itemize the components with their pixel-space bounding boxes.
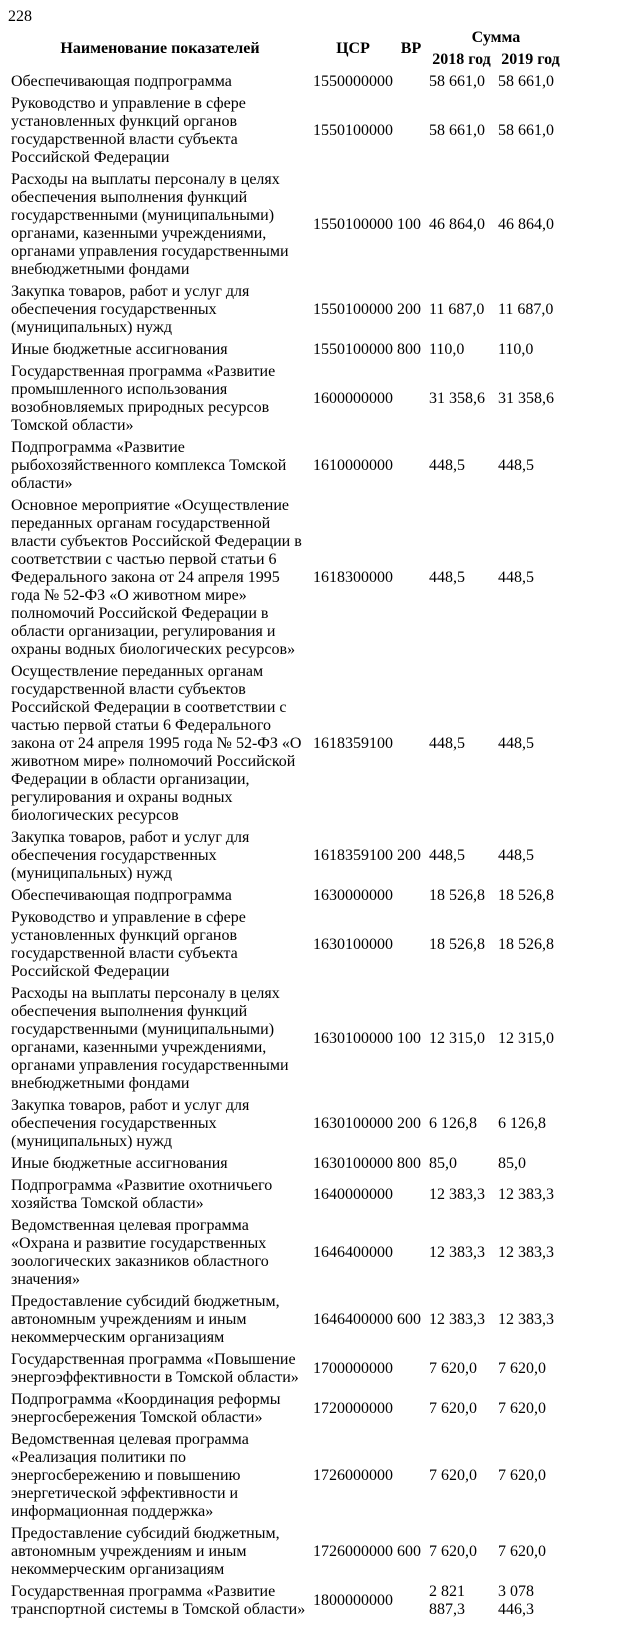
cell-name: Закупка товаров, работ и услуг для обеспечения государственных (муниципальных) нужд xyxy=(11,283,250,336)
cell-csr: 1800000000 xyxy=(313,1592,393,1609)
table-header-row xyxy=(10,28,564,48)
cell-2019: 7 620,0 xyxy=(498,1400,546,1417)
cell-name: Государственная программа «Развитие транспортной системы в Томской области» xyxy=(11,1583,306,1618)
cell-2018: 18 526,8 xyxy=(429,887,485,904)
budget-table xyxy=(8,26,566,1622)
cell-name: Обеспечивающая подпрограмма xyxy=(11,887,232,904)
table-row xyxy=(10,170,564,280)
table-row xyxy=(10,1430,564,1522)
table-row xyxy=(10,886,564,906)
cell-vr xyxy=(396,1390,426,1428)
table-row xyxy=(10,1292,564,1348)
cell-vr xyxy=(396,886,426,906)
cell-2018: 7 620,0 xyxy=(429,1543,477,1560)
cell-2019: 448,5 xyxy=(498,457,534,474)
cell-2018: 7 620,0 xyxy=(429,1360,477,1377)
table-row xyxy=(10,496,564,660)
cell-2018: 18 526,8 xyxy=(429,936,485,953)
cell-csr: 1550100000 xyxy=(313,122,393,139)
cell-vr xyxy=(396,94,426,168)
table-row xyxy=(10,438,564,494)
cell-vr xyxy=(396,1176,426,1214)
cell-vr: 600 xyxy=(397,1543,421,1560)
cell-name: Подпрограмма «Развитие охотничьего хозяйства Томской области» xyxy=(11,1177,273,1212)
cell-csr: 1630100000 xyxy=(313,1030,393,1047)
cell-vr xyxy=(396,662,426,826)
cell-2019: 7 620,0 xyxy=(498,1543,546,1560)
cell-csr: 1618300000 xyxy=(313,569,393,586)
cell-vr xyxy=(396,438,426,494)
cell-2019: 12 315,0 xyxy=(498,1030,554,1047)
cell-csr: 1550100000 xyxy=(313,341,393,358)
cell-2019: 11 687,0 xyxy=(498,301,554,318)
cell-2018: 12 315,0 xyxy=(429,1030,485,1047)
table-row xyxy=(10,662,564,826)
cell-vr: 100 xyxy=(397,216,421,233)
cell-csr: 1646400000 xyxy=(313,1244,393,1261)
header-year-2018: 2018 год xyxy=(432,51,491,68)
cell-2019: 448,5 xyxy=(498,735,534,752)
cell-csr: 1630100000 xyxy=(313,936,393,953)
cell-csr: 1726000000 xyxy=(313,1467,393,1484)
table-row xyxy=(10,362,564,436)
cell-name: Осуществление переданных органам государственной власти субъектов Российской Федерации в соответствии с частью первой статьи 6 Федерального закона от 24 апреля 1995 года № 52-ФЗ «О животном мире» полномочий Российской Федерации в области организации, регулирования и охраны водных биологических ресурсов xyxy=(11,663,302,824)
cell-2019: 58 661,0 xyxy=(498,73,554,90)
cell-2019: 7 620,0 xyxy=(498,1360,546,1377)
cell-name: Предоставление субсидий бюджетным, автономным учреждениям и иным некоммерческим организациям xyxy=(11,1525,280,1578)
cell-2019: 6 126,8 xyxy=(498,1115,546,1132)
cell-2018: 110,0 xyxy=(429,341,465,358)
cell-name: Руководство и управление в сфере установленных функций органов государственной власти субъекта Российской Федерации xyxy=(11,909,246,980)
cell-vr xyxy=(396,1582,426,1620)
cell-csr: 1550100000 xyxy=(313,301,393,318)
table-row xyxy=(10,340,564,360)
cell-csr: 1550100000 xyxy=(313,216,393,233)
cell-name: Руководство и управление в сфере установленных функций органов государственной власти субъекта Российской Федерации xyxy=(11,95,246,166)
cell-2018: 12 383,3 xyxy=(429,1311,485,1328)
cell-2018: 2 821 887,3 xyxy=(429,1583,465,1618)
cell-2019: 18 526,8 xyxy=(498,936,554,953)
table-row xyxy=(10,1154,564,1174)
header-vr: ВР xyxy=(400,40,422,57)
cell-2019: 12 383,3 xyxy=(498,1311,554,1328)
cell-csr: 1646400000 xyxy=(313,1311,393,1328)
cell-name: Предоставление субсидий бюджетным, автономным учреждениям и иным некоммерческим организациям xyxy=(11,1293,280,1346)
cell-name: Закупка товаров, работ и услуг для обеспечения государственных (муниципальных) нужд xyxy=(11,1097,250,1150)
cell-2018: 448,5 xyxy=(429,735,465,752)
cell-2018: 12 383,3 xyxy=(429,1186,485,1203)
document-page xyxy=(8,8,632,1622)
cell-csr: 1550000000 xyxy=(313,73,393,90)
cell-2018: 448,5 xyxy=(429,457,465,474)
cell-2019: 7 620,0 xyxy=(498,1467,546,1484)
cell-vr xyxy=(396,1350,426,1388)
cell-name: Ведомственная целевая программа «Реализация политики по энергосбережению и повышению энергетической эффективности и информационная поддержка» xyxy=(11,1431,249,1520)
cell-vr xyxy=(396,908,426,982)
cell-2018: 85,0 xyxy=(429,1155,457,1172)
cell-vr: 200 xyxy=(397,301,421,318)
cell-csr: 1726000000 xyxy=(313,1543,393,1560)
cell-2018: 11 687,0 xyxy=(429,301,485,318)
cell-2018: 6 126,8 xyxy=(429,1115,477,1132)
cell-csr: 1610000000 xyxy=(313,457,393,474)
cell-csr: 1700000000 xyxy=(313,1360,393,1377)
cell-vr: 200 xyxy=(397,847,421,864)
cell-name: Основное мероприятие «Осуществление переданных органам государственной власти субъектов Российской Федерации в соответствии с частью первой статьи 6 Федерального закона от 24 апреля 1995 года № 52-ФЗ «О животном мире» полномочий Российской Федерации в области организации, регулирования и охраны водных биологических ресурсов» xyxy=(11,497,302,658)
cell-2018: 448,5 xyxy=(429,847,465,864)
cell-vr: 600 xyxy=(397,1311,421,1328)
cell-2018: 448,5 xyxy=(429,569,465,586)
cell-2018: 7 620,0 xyxy=(429,1400,477,1417)
cell-2018: 7 620,0 xyxy=(429,1467,477,1484)
cell-csr: 1600000000 xyxy=(313,390,393,407)
cell-name: Подпрограмма «Координация реформы энергосбережения Томской области» xyxy=(11,1391,281,1426)
table-body xyxy=(10,72,564,1620)
cell-name: Иные бюджетные ассигнования xyxy=(11,341,228,358)
cell-csr: 1720000000 xyxy=(313,1400,393,1417)
cell-vr xyxy=(396,1430,426,1522)
cell-2019: 448,5 xyxy=(498,847,534,864)
cell-vr: 800 xyxy=(397,341,421,358)
cell-name: Обеспечивающая подпрограмма xyxy=(11,73,232,90)
cell-2019: 12 383,3 xyxy=(498,1244,554,1261)
cell-csr: 1640000000 xyxy=(313,1186,393,1203)
cell-2019: 31 358,6 xyxy=(498,390,554,407)
cell-2019: 110,0 xyxy=(498,341,534,358)
cell-vr xyxy=(396,496,426,660)
table-row xyxy=(10,1524,564,1580)
cell-2019: 18 526,8 xyxy=(498,887,554,904)
header-year-2019: 2019 год xyxy=(501,51,560,68)
cell-2018: 58 661,0 xyxy=(429,73,485,90)
cell-vr xyxy=(396,362,426,436)
cell-2019: 85,0 xyxy=(498,1155,526,1172)
cell-csr: 1618359100 xyxy=(313,847,393,864)
cell-name: Ведомственная целевая программа «Охрана и развитие государственных зоологических заказников областного значения» xyxy=(11,1217,269,1288)
cell-vr: 200 xyxy=(397,1115,421,1132)
cell-name: Государственная программа «Повышение энергоэффективности в Томской области» xyxy=(11,1351,299,1386)
table-row xyxy=(10,72,564,92)
table-row xyxy=(10,1390,564,1428)
cell-csr: 1630100000 xyxy=(313,1115,393,1132)
cell-2018: 31 358,6 xyxy=(429,390,485,407)
table-row xyxy=(10,1350,564,1388)
cell-name: Государственная программа «Развитие промышленного использования возобновляемых природных ресурсов Томской области» xyxy=(11,363,276,434)
cell-2019: 12 383,3 xyxy=(498,1186,554,1203)
cell-csr: 1630100000 xyxy=(313,1155,393,1172)
cell-2019: 448,5 xyxy=(498,569,534,586)
cell-name: Расходы на выплаты персоналу в целях обеспечения выполнения функций государственными (муниципальными) органами, казенными учреждениями, органами управления государственными внебюджетными фондами xyxy=(11,985,289,1092)
cell-vr xyxy=(396,72,426,92)
table-row xyxy=(10,828,564,884)
cell-2019: 3 078 446,3 xyxy=(498,1583,534,1618)
cell-name: Подпрограмма «Развитие рыбохозяйственного комплекса Томской области» xyxy=(11,439,287,492)
cell-name: Иные бюджетные ассигнования xyxy=(11,1155,228,1172)
cell-vr xyxy=(396,1216,426,1290)
table-row xyxy=(10,282,564,338)
table-row xyxy=(10,1096,564,1152)
header-csr: ЦСР xyxy=(336,40,370,57)
cell-2018: 46 864,0 xyxy=(429,216,485,233)
page-number: 228 xyxy=(8,8,32,25)
cell-csr: 1618359100 xyxy=(313,735,393,752)
cell-2019: 46 864,0 xyxy=(498,216,554,233)
header-sum: Сумма xyxy=(471,29,521,46)
table-row xyxy=(10,94,564,168)
table-row xyxy=(10,1582,564,1620)
cell-2019: 58 661,0 xyxy=(498,122,554,139)
table-row xyxy=(10,984,564,1094)
cell-vr: 800 xyxy=(397,1155,421,1172)
cell-2018: 58 661,0 xyxy=(429,122,485,139)
cell-name: Закупка товаров, работ и услуг для обеспечения государственных (муниципальных) нужд xyxy=(11,829,250,882)
cell-name: Расходы на выплаты персоналу в целях обеспечения выполнения функций государственными (муниципальными) органами, казенными учреждениями, органами управления государственными внебюджетными фондами xyxy=(11,171,289,278)
header-name: Наименование показателей xyxy=(60,40,260,57)
cell-vr: 100 xyxy=(397,1030,421,1047)
cell-2018: 12 383,3 xyxy=(429,1244,485,1261)
cell-csr: 1630000000 xyxy=(313,887,393,904)
table-row xyxy=(10,1216,564,1290)
table-row xyxy=(10,1176,564,1214)
table-row xyxy=(10,908,564,982)
